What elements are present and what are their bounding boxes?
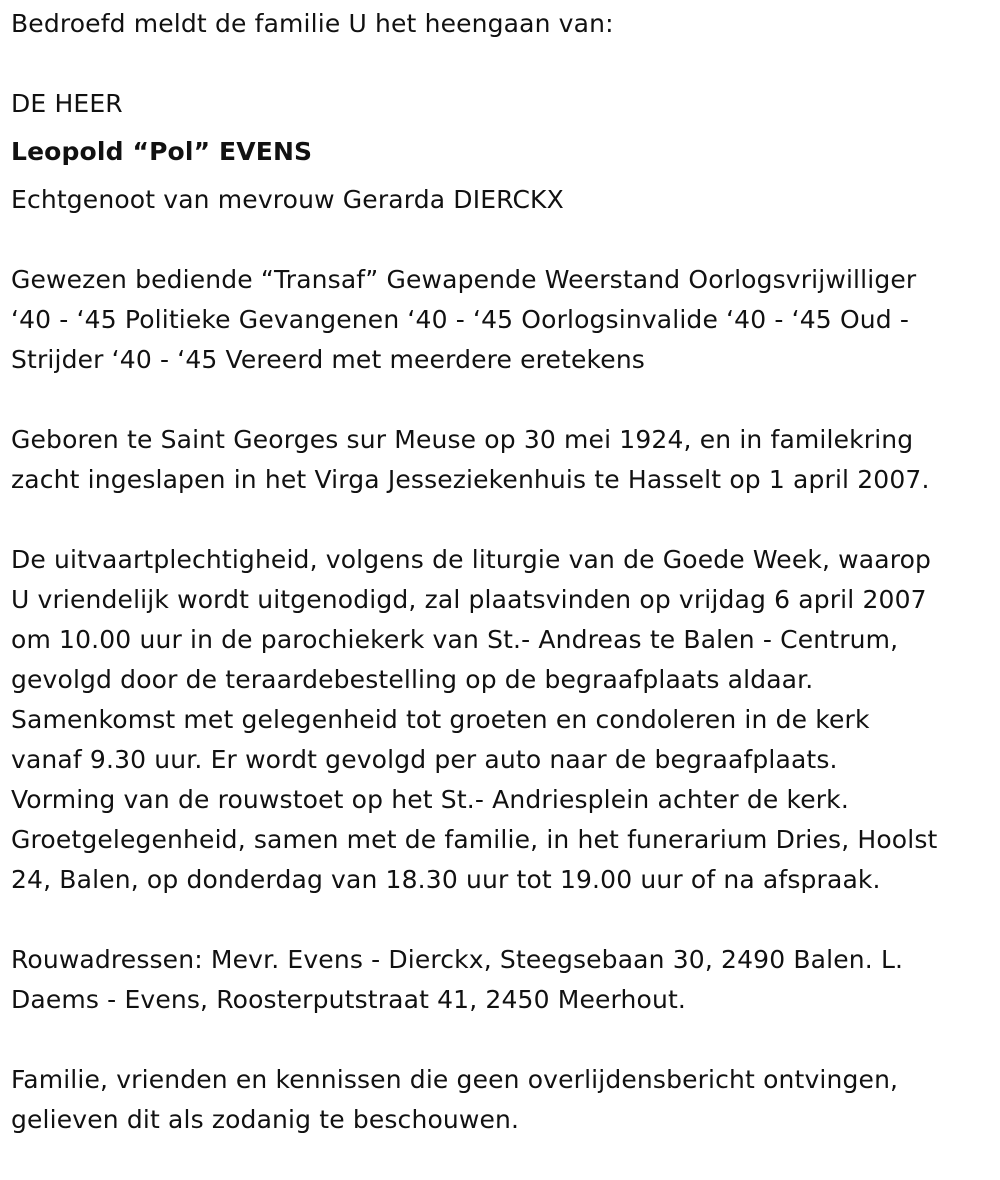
paragraph-line: om 10.00 uur in de parochiekerk van St.- Andreas te Balen - Centrum,: [11, 625, 899, 654]
paragraph-line: Geboren te Saint Georges sur Meuse op 30 mei 1924, en in familekring: [11, 425, 914, 454]
paragraph-line: Gewezen bediende “Transaf” Gewapende Weerstand Oorlogsvrijwilliger: [11, 265, 917, 294]
birth-death-paragraph: [11, 420, 991, 500]
paragraph-line: Strijder ‘40 - ‘45 Vereerd met meerdere eretekens: [11, 345, 645, 374]
paragraph-line: 24, Balen, op donderdag van 18.30 uur tot 19.00 uur of na afspraak.: [11, 865, 881, 894]
deceased-name: Leopold “Pol” EVENS: [11, 137, 313, 166]
paragraph-line: U vriendelijk wordt uitgenodigd, zal plaatsvinden op vrijdag 6 april 2007: [11, 585, 927, 614]
paragraph-line: vanaf 9.30 uur. Er wordt gevolgd per auto naar de begraafplaats.: [11, 745, 838, 774]
paragraph-line: gelieven dit als zodanig te beschouwen.: [11, 1105, 520, 1134]
paragraph-line: ‘40 - ‘45 Politieke Gevangenen ‘40 - ‘45 Oorlogsinvalide ‘40 - ‘45 Oud -: [11, 305, 910, 334]
paragraph-line: Vorming van de rouwstoet op het St.- Andriesplein achter de kerk.: [11, 785, 849, 814]
honorific-title: DE HEER: [11, 89, 123, 118]
career-paragraph: [11, 260, 991, 380]
paragraph-line: gevolgd door de teraardebestelling op de begraafplaats aldaar.: [11, 665, 814, 694]
paragraph-line: zacht ingeslapen in het Virga Jesseziekenhuis te Hasselt op 1 april 2007.: [11, 465, 930, 494]
spouse-text: Echtgenoot van mevrouw Gerarda DIERCKX: [11, 185, 564, 214]
paragraph-line: Groetgelegenheid, samen met de familie, in het funerarium Dries, Hoolst: [11, 825, 938, 854]
intro-text: Bedroefd meldt de familie U het heengaan van:: [11, 9, 614, 38]
address-paragraph: [11, 940, 991, 1020]
paragraph-line: De uitvaartplechtigheid, volgens de liturgie van de Goede Week, waarop: [11, 545, 932, 574]
paragraph-line: Rouwadressen: Mevr. Evens - Dierckx, Steegsebaan 30, 2490 Balen. L.: [11, 945, 904, 974]
paragraph-line: Samenkomst met gelegenheid tot groeten en condoleren in de kerk: [11, 705, 870, 734]
paragraph-line: Daems - Evens, Roosterputstraat 41, 2450 Meerhout.: [11, 985, 686, 1014]
obituary-notice: [11, 4, 991, 1180]
ceremony-paragraph: [11, 540, 991, 900]
paragraph-line: Familie, vrienden en kennissen die geen overlijdensbericht ontvingen,: [11, 1065, 899, 1094]
spacer: [11, 220, 991, 260]
closing-paragraph: [11, 1060, 991, 1140]
